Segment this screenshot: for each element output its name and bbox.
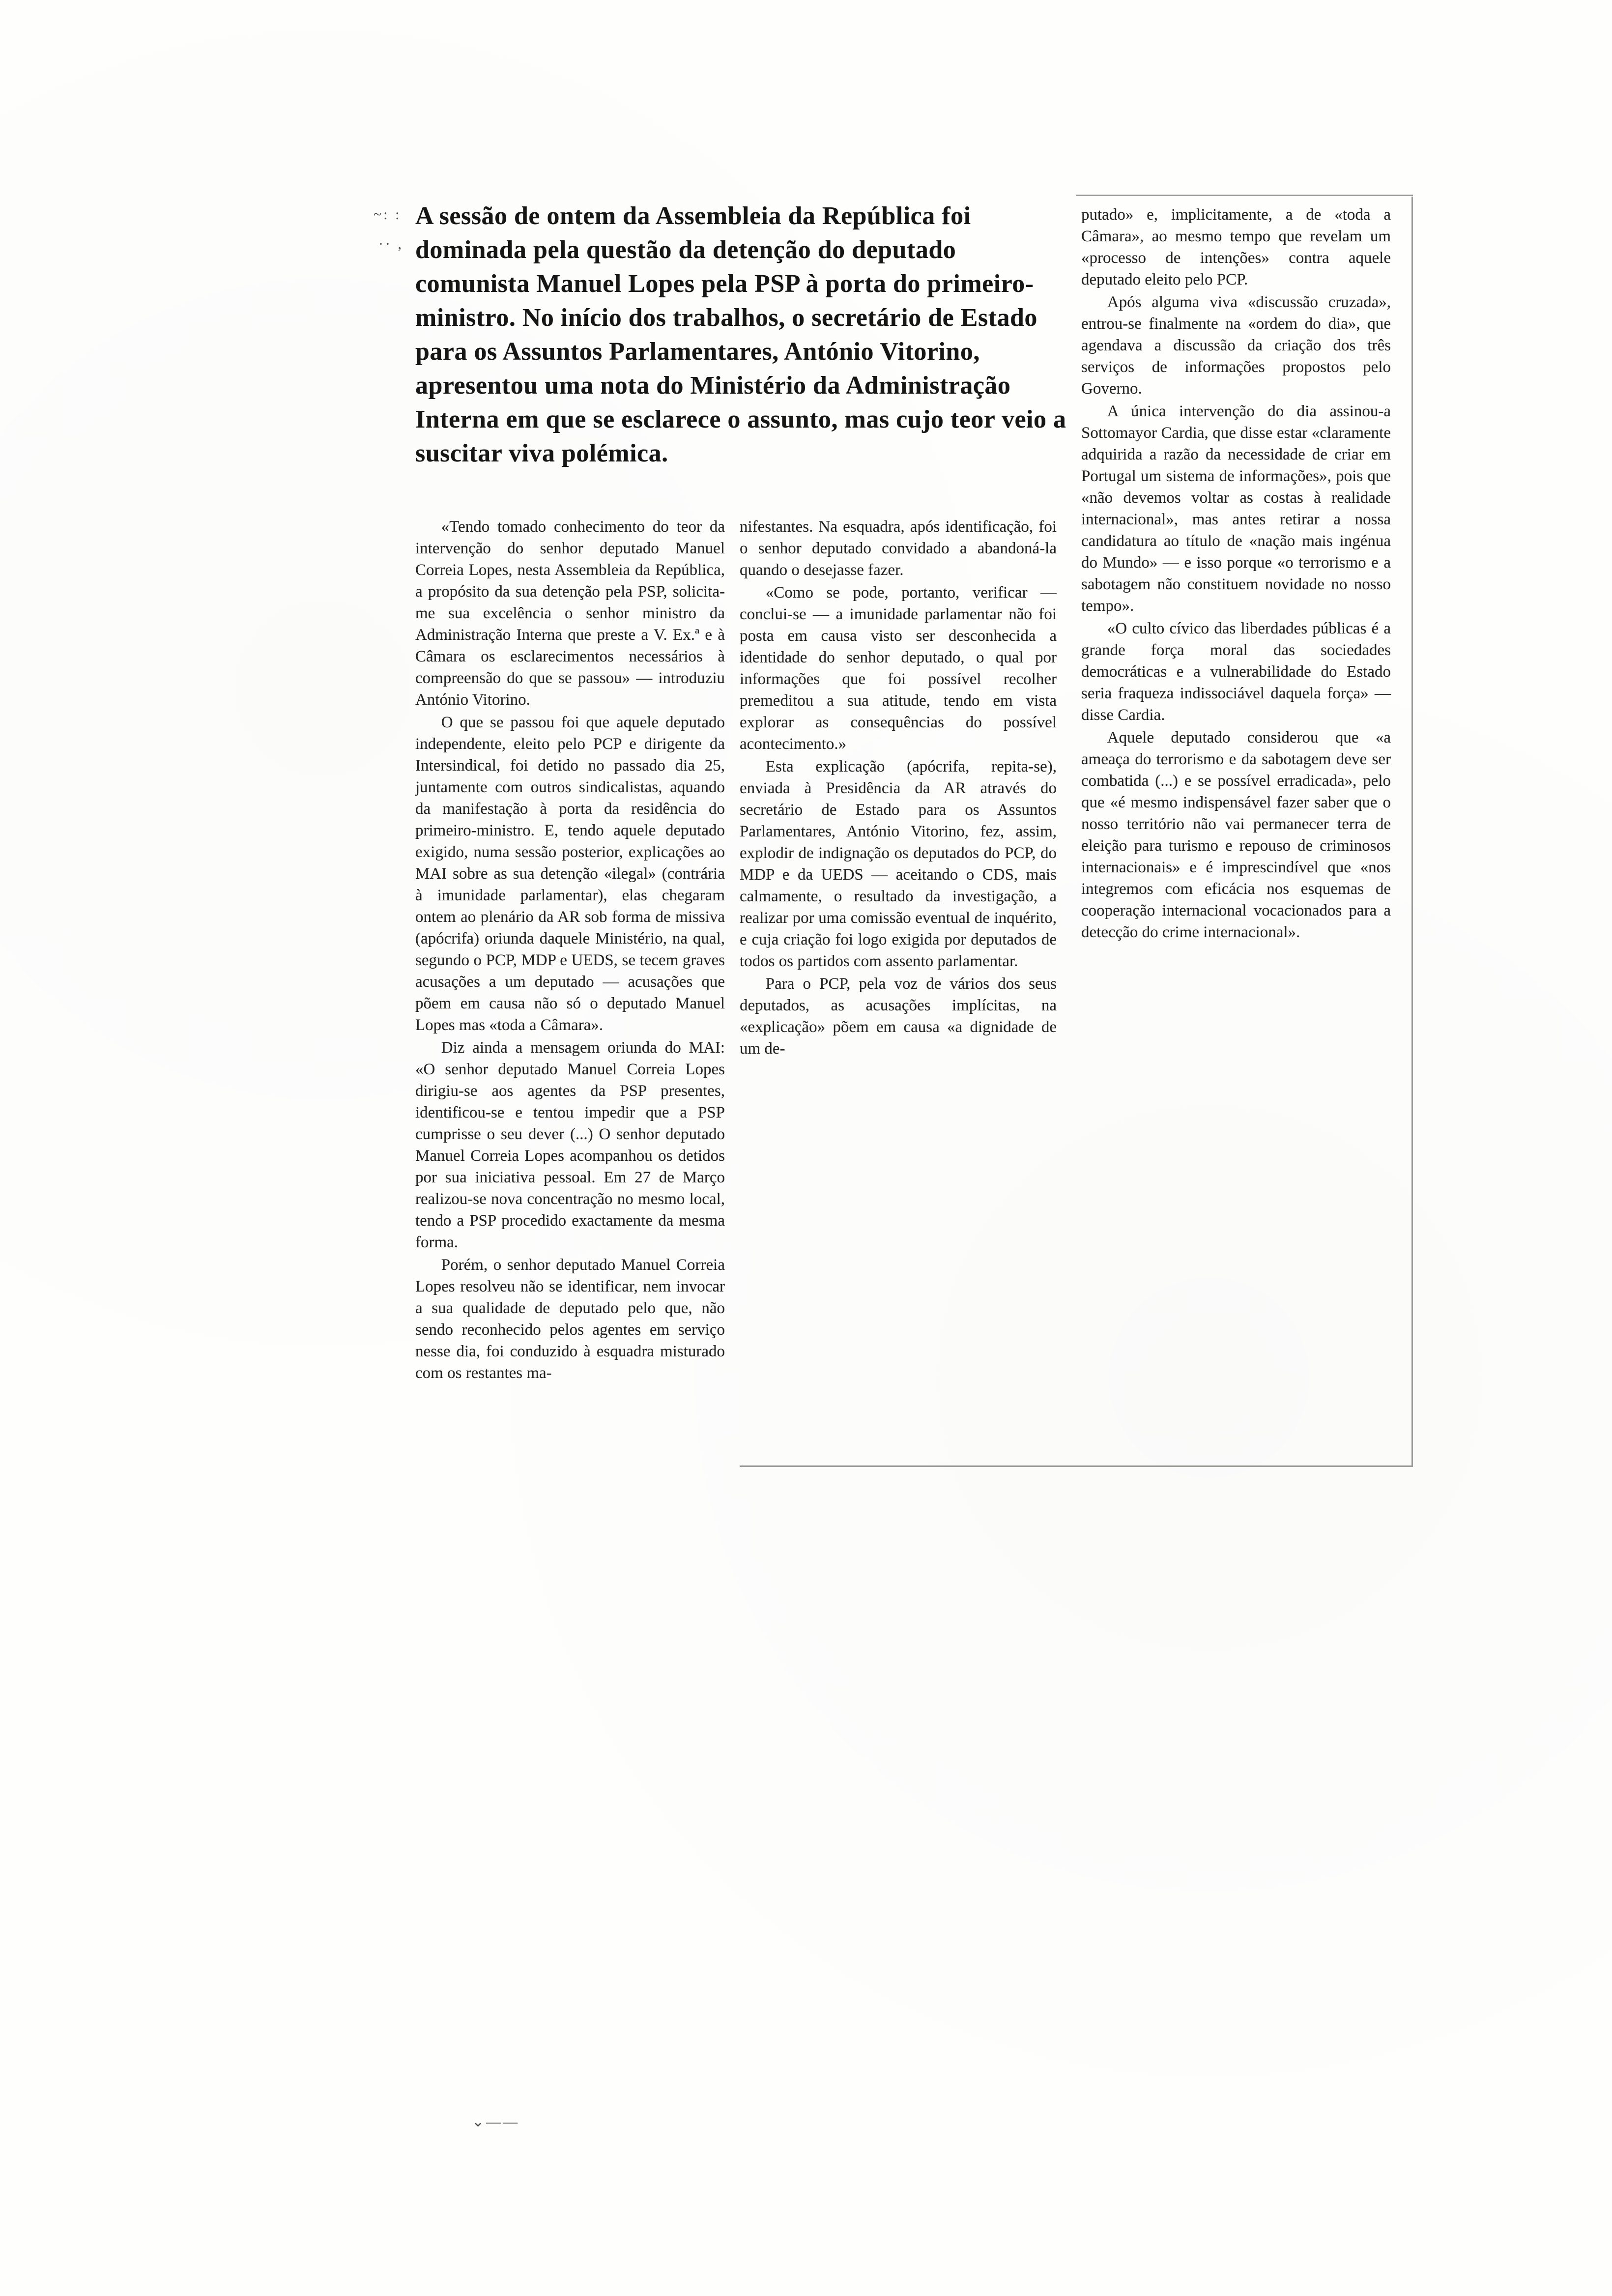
article-lead-paragraph: A sessão de ontem da Assembleia da República foi dominada pela questão da detenção do deputado comunista Manuel Lopes pela PSP à porta do primeiro-ministro. No início dos trabalhos, o secretário de Estado para os Assuntos Parlamentares, António Vitorino, apresentou uma nota do Ministério da Administração Interna em que se esclarece o assunto, mas cujo teor veio a suscitar viva polémica. (415, 202, 1066, 467)
paragraph: O que se passou foi que aquele deputado independente, eleito pelo PCP e dirigente da Intersindical, foi detido no passado dia 25, juntamente com outros sindicalistas, aquando da manifestação à porta da residência do primeiro-ministro. E, tendo aquele deputado exigido, numa sessão posterior, explicações ao MAI sobre as sua detenção «ilegal» (contrária à imunidade parlamentar), elas chegaram ontem ao plenário da AR sob forma de missiva (apócrifa) oriunda daquele Ministério, na qual, segundo o PCP, MDP e UEDS, se tecem graves acusações a um deputado — acusações que põem em causa não só o deputado Manuel Lopes mas «toda a Câmara». (415, 714, 725, 1034)
paragraph: Porém, o senhor deputado Manuel Correia Lopes resolveu não se identificar, nem invocar a sua qualidade de deputado pelo que, não sendo reconhecido pelos agentes em serviço nesse dia, foi conduzido à esquadra misturado com os restantes ma- (415, 1256, 725, 1382)
article-column-1 (415, 516, 725, 1385)
scan-artifact: ~: : (374, 206, 402, 223)
clipping-edge-bottom (740, 1465, 1413, 1467)
paragraph: Após alguma viva «discussão cruzada», entrou-se finalmente na «ordem do dia», que agendava a discussão da criação dos três serviços de informações propostos pelo Governo. (1081, 293, 1391, 398)
paragraph: «Tendo tomado conhecimento do teor da intervenção do senhor deputado Manuel Correia Lopes, nesta Assembleia da República, a propósito da sua detenção pela PSP, solicita-me sua excelência o senhor ministro da Administração Interna que preste a V. Ex.ª e à Câmara os esclarecimentos necessários à compreensão do que se passou» — introduziu António Vitorino. (415, 518, 725, 709)
paragraph: A única intervenção do dia assinou-a Sottomayor Cardia, que disse estar «claramente adquirida a razão da necessidade de criar em Portugal um sistema de informações», pois que «não devemos voltar as costas à realidade internacional», mas antes retirar a nossa candidatura ao título de «nação mais ingénua do Mundo» — e isso porque «o terrorismo e a sabotagem não constituem novidade no nosso tempo». (1081, 402, 1391, 615)
paragraph: Aquele deputado considerou que «a ameaça do terrorismo e da sabotagem deve ser combatida (...) e se possível erradicada», pelo que «é mesmo indispensável fazer saber que o nosso território não vai permanecer terra de eleição para turismo e repouso de criminosos internacionais» e é imprescindível que «nos integremos com eficácia nos esquemas de cooperação internacional vocacionados para a detecção do crime internacional». (1081, 729, 1391, 941)
paragraph: putado» e, implicitamente, a de «toda a Câmara», ao mesmo tempo que revelam um «processo de intenções» contra aquele deputado eleito pelo PCP. (1081, 206, 1391, 288)
paragraph: «O culto cívico das liberdades públicas é a grande força moral das sociedades democráticas e a vulnerabilidade do Estado seria fraqueza indissociável daquela força» — disse Cardia. (1081, 620, 1391, 724)
article-column-2 (740, 516, 1057, 1061)
paragraph: «Como se pode, portanto, verificar — conclui-se — a imunidade parlamentar não foi posta em causa visto ser desconhecida a identidade do senhor deputado, o qual por informações que foi possível recolher premeditou a sua atitude, tendo em vista explorar as consequências do possível acontecimento.» (740, 584, 1057, 753)
article-column-3 (1081, 204, 1391, 944)
clipping-edge-right (1411, 197, 1413, 1467)
clipping-edge-top (1076, 195, 1413, 196)
paragraph: Para o PCP, pela voz de vários dos seus deputados, as acusações implícitas, na «explicação» põem em causa «a dignidade de um de- (740, 975, 1057, 1058)
paragraph: Esta explicação (apócrifa, repita-se), enviada à Presidência da AR através do secretário de Estado para os Assuntos Parlamentares, António Vitorino, fez, assim, explodir de indignação os deputados do PCP, do MDP e da UEDS — aceitando o CDS, mais calmamente, o resultado da investigação, a realizar por uma comissão eventual de inquérito, e cuja criação foi logo exigida por deputados de todos os partidos com assento parlamentar. (740, 758, 1057, 970)
paragraph: Diz ainda a mensagem oriunda do MAI: «O senhor deputado Manuel Correia Lopes dirigiu-se aos agentes da PSP presentes, identificou-se e tentou impedir que a PSP cumprisse o seu dever (...) O senhor deputado Manuel Correia Lopes acompanhou os detidos por sua iniciativa pessoal. Em 27 de Março realizou-se nova concentração no mesmo local, tendo a PSP procedido exactamente da mesma forma. (415, 1039, 725, 1251)
scan-artifact: ⌄—— (472, 2114, 520, 2130)
paragraph: nifestantes. Na esquadra, após identificação, foi o senhor deputado convidado a abandoná-la quando o desejasse fazer. (740, 518, 1057, 579)
scan-artifact: ·· , (378, 236, 403, 252)
